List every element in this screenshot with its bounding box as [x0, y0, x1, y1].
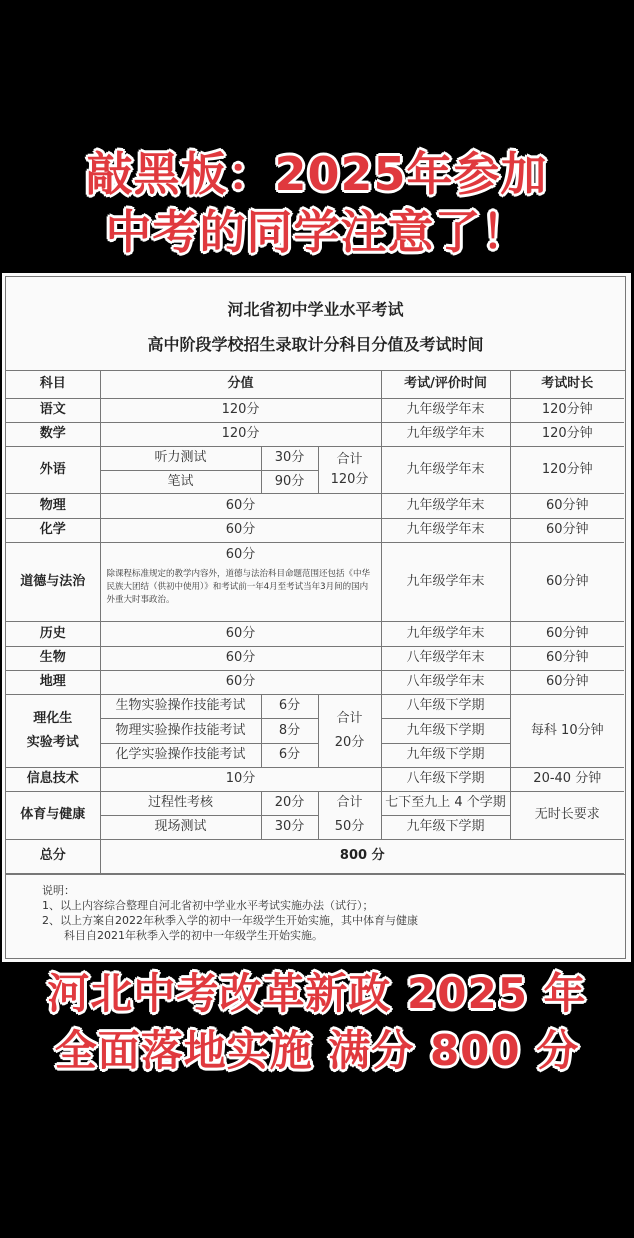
- table-row: [6, 446, 624, 470]
- score-cell: 60分: [100, 493, 381, 518]
- sub-score-cell: 30分: [261, 815, 318, 839]
- total-cell: [318, 446, 381, 493]
- time-cell: 九年级学年末: [381, 398, 510, 422]
- table-total-row: [6, 839, 624, 873]
- time-cell: 九年级下学期: [381, 815, 510, 839]
- score-cell: 120分: [100, 422, 381, 446]
- table-row: [6, 518, 624, 542]
- duration-cell: 60分钟: [510, 493, 624, 518]
- subject-cell: 外语: [6, 446, 100, 493]
- score-cell: 60分: [100, 518, 381, 542]
- morality-note: 除课程标准规定的教学内容外，道德与法治科目命题范围还包括《中华民族大团结（供初中使用）》和考试前一年4月至考试当年3月间的国内外重大时事政治。: [106, 569, 371, 606]
- time-cell: 七下至九上 4 个学期: [381, 791, 510, 815]
- subject-cell: 信息技术: [6, 767, 100, 791]
- score-cell: 60分: [100, 621, 381, 646]
- table-frame: [5, 276, 626, 959]
- score-cell: 10分: [100, 767, 381, 791]
- total-label: 合计: [336, 710, 363, 726]
- notes-section: [6, 874, 625, 943]
- table-row: [6, 767, 624, 791]
- subject-cell: 道德与法治: [6, 542, 100, 621]
- document-subtitle: 高中阶段学校招生录取计分科目分值及考试时间: [147, 335, 484, 354]
- time-cell: 九年级学年末: [381, 518, 510, 542]
- time-cell: 八年级下学期: [381, 694, 510, 718]
- score-cell: 120分: [100, 398, 381, 422]
- sub-item-cell: 生物实验操作技能考试: [100, 694, 261, 718]
- headline-line-2: 中考的同学注意了！: [105, 205, 529, 259]
- sub-item-cell: 笔试: [100, 470, 261, 493]
- total-value: 120分: [330, 471, 369, 487]
- time-cell: 九年级学年末: [381, 446, 510, 493]
- subject-cell: 体育与健康: [6, 791, 100, 839]
- sub-item-cell: 听力测试: [100, 446, 261, 470]
- sub-item-cell: 现场测试: [100, 815, 261, 839]
- subject-cell: 物理: [6, 493, 100, 518]
- table-row: [6, 422, 624, 446]
- score-cell: 60分: [100, 670, 381, 694]
- table-row: [6, 646, 624, 670]
- duration-cell: 120分钟: [510, 398, 624, 422]
- total-label: 合计: [336, 451, 363, 467]
- total-score-cell: 800 分: [100, 839, 624, 873]
- score-table: [6, 370, 624, 874]
- total-cell: [318, 694, 381, 767]
- time-cell: 九年级下学期: [381, 718, 510, 743]
- sub-item-cell: 物理实验操作技能考试: [100, 718, 261, 743]
- duration-cell: 60分钟: [510, 518, 624, 542]
- duration-cell: 60分钟: [510, 542, 624, 621]
- duration-cell: 60分钟: [510, 646, 624, 670]
- notes-heading: 说明：: [42, 884, 75, 897]
- table-row: [6, 398, 624, 422]
- subject-cell: 地理: [6, 670, 100, 694]
- subject-cell: 化学: [6, 518, 100, 542]
- document-title: 河北省初中学业水平考试: [227, 300, 404, 319]
- time-cell: 九年级学年末: [381, 493, 510, 518]
- time-cell: 八年级学年末: [381, 646, 510, 670]
- subject-cell: 数学: [6, 422, 100, 446]
- subject-line-2: 实验考试: [26, 734, 79, 750]
- subject-cell: 语文: [6, 398, 100, 422]
- sub-score-cell: 90分: [261, 470, 318, 493]
- time-cell: 九年级学年末: [381, 422, 510, 446]
- time-cell: 九年级学年末: [381, 621, 510, 646]
- time-cell: 九年级学年末: [381, 542, 510, 621]
- subject-cell: 生物: [6, 646, 100, 670]
- subject-cell: 总分: [6, 839, 100, 873]
- score-cell: 60分: [100, 646, 381, 670]
- table-row: [6, 542, 624, 621]
- sub-score-cell: 8分: [261, 718, 318, 743]
- subject-cell: 历史: [6, 621, 100, 646]
- duration-cell: 60分钟: [510, 621, 624, 646]
- table-row: [6, 791, 624, 815]
- footer-headline-line-2: 全面落地实施 满分 800 分: [54, 1026, 580, 1075]
- header-score: 分值: [100, 370, 381, 398]
- duration-cell: 120分钟: [510, 446, 624, 493]
- score-cell: [100, 542, 381, 621]
- table-row: [6, 621, 624, 646]
- headline-line-1: 敲黑板：2025年参加: [86, 147, 548, 201]
- header-subject: 科目: [6, 370, 100, 398]
- duration-cell: 120分钟: [510, 422, 624, 446]
- note-item: 科目自2021年秋季入学的初中一年级学生开始实施。: [64, 929, 323, 942]
- table-row: [6, 493, 624, 518]
- score-value: 60分: [225, 546, 256, 562]
- subject-line-1: 理化生: [33, 710, 73, 726]
- total-cell: [318, 791, 381, 839]
- header-exam-time: 考试/评价时间: [381, 370, 510, 398]
- duration-cell: 60分钟: [510, 670, 624, 694]
- subject-cell: [6, 694, 100, 767]
- sub-score-cell: 6分: [261, 743, 318, 767]
- footer-headline-line-1: 河北中考改革新政 2025 年: [47, 969, 587, 1018]
- header-duration: 考试时长: [510, 370, 624, 398]
- time-cell: 八年级学年末: [381, 670, 510, 694]
- duration-cell: 20-40 分钟: [510, 767, 624, 791]
- document-panel: [2, 273, 631, 962]
- document-title-area: [6, 277, 625, 371]
- note-item: 2、以上方案自2022年秋季入学的初中一年级学生开始实施，其中体育与健康: [42, 914, 418, 927]
- sub-item-cell: 化学实验操作技能考试: [100, 743, 261, 767]
- time-cell: 九年级下学期: [381, 743, 510, 767]
- table-row: [6, 694, 624, 718]
- total-value: 20分: [334, 734, 365, 750]
- sub-item-cell: 过程性考核: [100, 791, 261, 815]
- duration-cell: 无时长要求: [510, 791, 624, 839]
- sub-score-cell: 30分: [261, 446, 318, 470]
- time-cell: 八年级下学期: [381, 767, 510, 791]
- note-item: 1、以上内容综合整理自河北省初中学业水平考试实施办法（试行）；: [42, 899, 374, 912]
- sub-score-cell: 20分: [261, 791, 318, 815]
- table-row: [6, 670, 624, 694]
- total-value: 50分: [334, 819, 365, 834]
- table-header-row: [6, 370, 624, 398]
- sub-score-cell: 6分: [261, 694, 318, 718]
- duration-cell: 每科 10分钟: [510, 694, 624, 767]
- total-label: 合计: [336, 795, 363, 811]
